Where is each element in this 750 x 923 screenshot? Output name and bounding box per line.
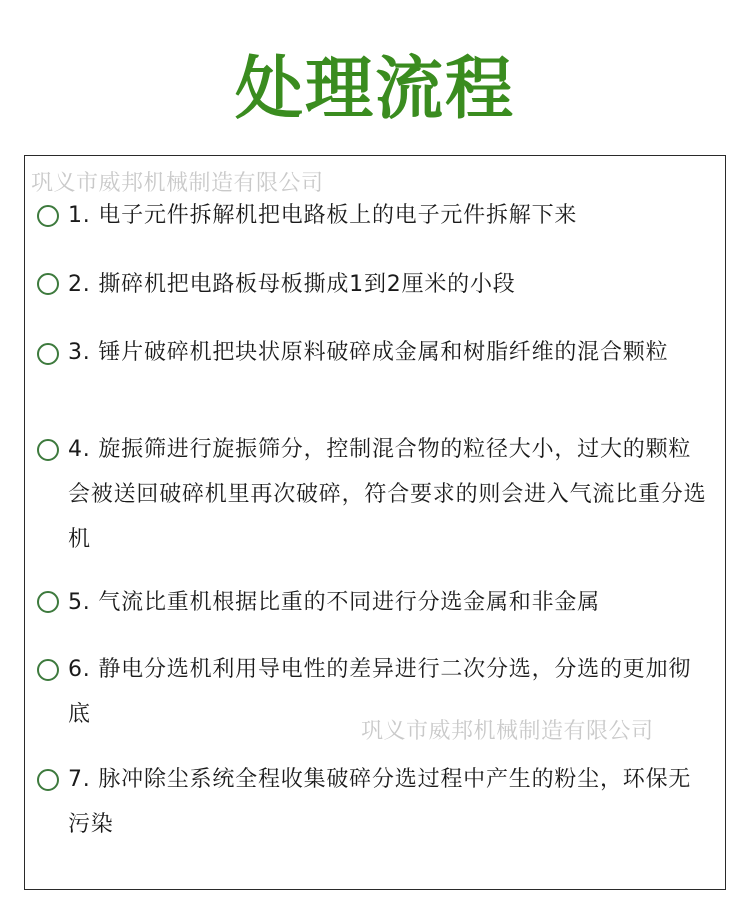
step-text: 2. 撕碎机把电路板母板撕成1到2厘米的小段: [68, 272, 516, 297]
circle-bullet-icon: [37, 591, 59, 613]
step-text: 5. 气流比重机根据比重的不同进行分选金属和非金属: [68, 590, 600, 615]
circle-bullet-icon: [37, 343, 59, 365]
step-text: 3. 锤片破碎机把块状原料破碎成金属和树脂纤维的混合颗粒: [68, 340, 669, 365]
page-title: 处理流程: [234, 50, 515, 129]
circle-bullet-icon: [37, 659, 59, 681]
circle-bullet-icon: [37, 273, 59, 295]
circle-bullet-icon: [37, 769, 59, 791]
process-panel: [24, 155, 726, 890]
step-text: 1. 电子元件拆解机把电路板上的电子元件拆解下来: [68, 203, 578, 228]
step-text: 6. 静电分选机利用导电性的差异进行二次分选，分选的更加彻底: [68, 657, 692, 727]
circle-bullet-icon: [37, 439, 59, 461]
watermark-top: 巩义市威邦机械制造有限公司: [31, 171, 324, 196]
step-text: 4. 旋振筛进行旋振筛分，控制混合物的粒径大小，过大的颗粒会被送回破碎机里再次破碎，符合要求的则会进入气流比重分选机: [68, 437, 707, 552]
watermark-middle: 巩义市威邦机械制造有限公司: [361, 719, 654, 744]
circle-bullet-icon: [37, 205, 59, 227]
step-text: 7. 脉冲除尘系统全程收集破碎分选过程中产生的粉尘，环保无污染: [68, 767, 692, 837]
